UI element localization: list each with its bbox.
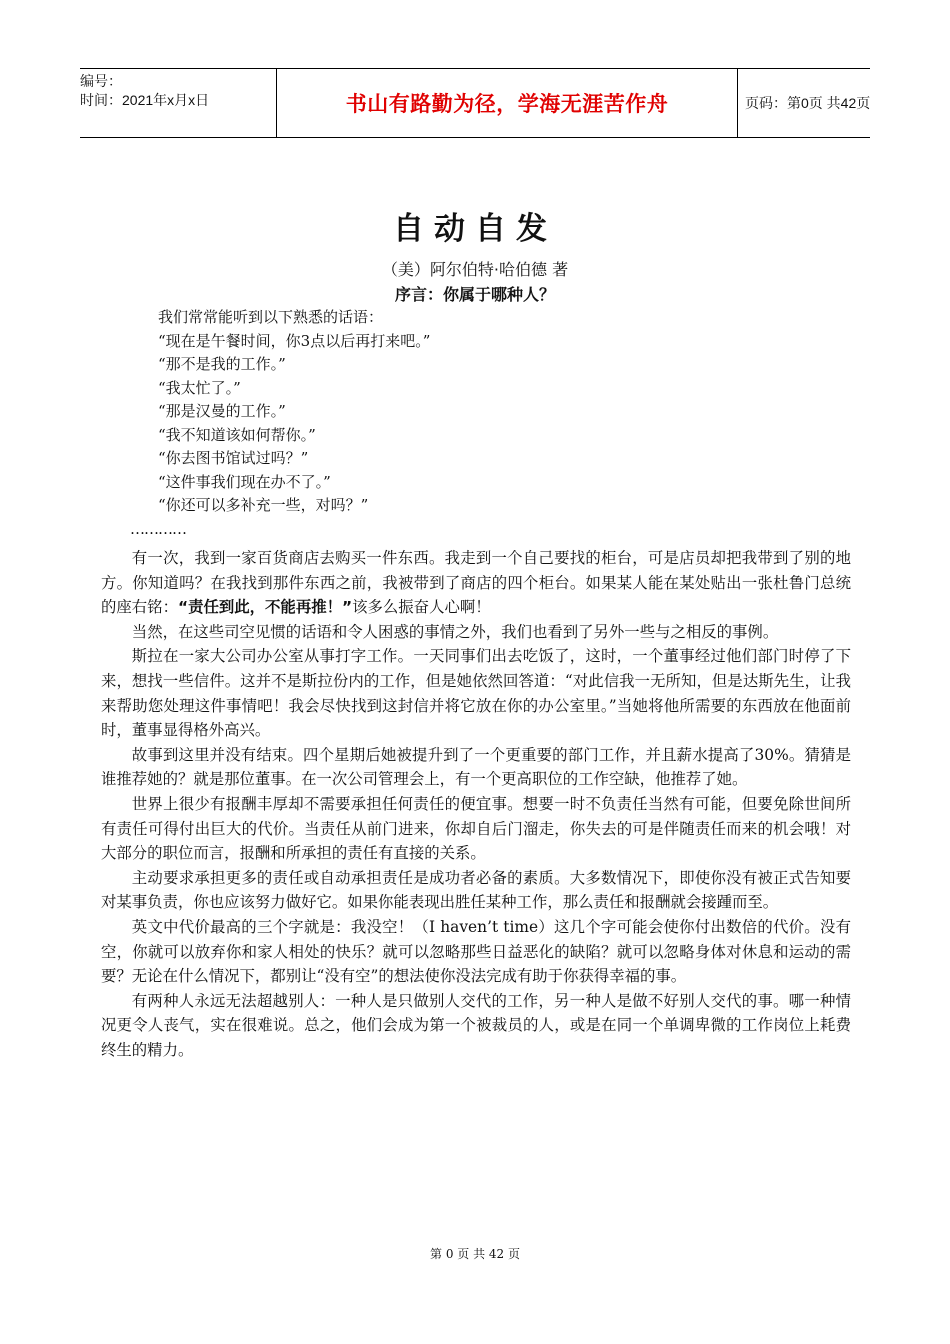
header-page-cell (737, 69, 878, 137)
quote-item: “那不是我的工作。” (158, 355, 286, 373)
paragraph: 世界上很少有报酬丰厚却不需要承担任何责任的便宜事。想要一时不负责任当然有可能，但要免除世间所有责任可得付出巨大的代价。当责任从前门进来，你却自后门溜走，你失去的可是伴随责任而来的机会哦！对大部分的职位而言，报酬和所承担的责任有直接的关系。 (101, 794, 851, 863)
header-motto: 书山有路勤为径，学海无涯苦作舟 (345, 92, 669, 116)
paragraph: 有两种人永远无法超越别人：一种人是只做别人交代的工作，另一种人是做不好别人交代的事。哪一种情况更令人丧气，实在很难说。总之，他们会成为第一个被裁员的人，或是在同一个单调卑微的工作岗位上耗费终生的精力。 (101, 991, 851, 1059)
header-motto-cell (276, 69, 738, 137)
quote-item: “现在是午餐时间，你3点以后再打来吧。” (158, 331, 431, 350)
quote-list (130, 306, 830, 541)
body-text (101, 546, 851, 1062)
paragraph-text: 该多么振奋人心啊！ (352, 598, 491, 617)
paragraph-text: 有一次，我到一家百货商店去购买一件东西。我走到一个自己要找的柜台，可是店员却把我带到了别的地方。你知道吗？在我找到那件东西之前，我被带到了商店的四个柜台。如果某人能在某处贴出一张杜鲁门总统的座右铭： (101, 549, 851, 617)
quote-item: “我太忙了。” (158, 378, 241, 397)
section-heading: 序言：你属于哪种人？ (394, 285, 555, 304)
paragraph: 英文中代价最高的三个字就是：我没空！（I haven’t time）这几个字可能会使你付出数倍的代价。没有空，你就可以放弃你和家人相处的快乐？就可以忽略那些日益恶化的缺陷？就可以忽略身体对休息和运动的需要？无论在什么情况下，都别让“没有空”的想法使你没法完成有助于你获得幸福的事。 (101, 917, 851, 986)
page-footer: 第 0 页 共 42 页 (430, 1247, 520, 1261)
ellipsis: ………… (130, 519, 186, 538)
quote-item: “这件事我们现在办不了。” (158, 472, 331, 491)
quote-item: “我不知道该如何帮你。” (158, 425, 316, 444)
document-date: 时间：2021年x月x日 (80, 92, 210, 108)
paragraph (101, 546, 851, 620)
document-author: （美）阿尔伯特·哈伯德 著 (381, 260, 569, 279)
paragraph: 当然，在这些司空见惯的话语和令人困惑的事情之外，我们也看到了另外一些与之相反的事例。 (131, 622, 779, 641)
document-title: 自动自发 (393, 211, 557, 247)
paragraph: 斯拉在一家大公司办公室从事打字工作。一天同事们出去吃饭了，这时，一个董事经过他们部门时停了下来，想找一些信件。这并不是斯拉份内的工作，但是她依然回答道：“对此信我一无所知，但是达斯先生，让我来帮助您处理这件事情吧！我会尽快找到这封信并将它放在你的办公室里。”当她将他所需要的东西放在他面前时，董事显得格外高兴。 (101, 647, 851, 740)
quote-item: “你去图书馆试过吗？” (158, 449, 309, 467)
quote-item: “那是汉曼的工作。” (158, 402, 286, 420)
paragraph: 主动要求承担更多的责任或自动承担责任是成功者必备的素质。大多数情况下，即使你没有被正式告知要对某事负责，你也应该努力做好它。如果你能表现出胜任某种工作，那么责任和报酬就会接踵而至。 (101, 868, 851, 912)
header-page-info: 页码：第0页 共42页 (745, 95, 871, 111)
document-number-label: 编号： (80, 73, 122, 89)
page-header (80, 68, 870, 138)
quote-intro: 我们常常能听到以下熟悉的话语： (158, 308, 384, 326)
paragraph: 故事到这里并没有结束。四个星期后她被提升到了一个更重要的部门工作，并且薪水提高了30%。猜猜是谁推荐她的？就是那位董事。在一次公司管理会上，有一个更高职位的工作空缺，他推荐了她。 (101, 745, 851, 789)
header-meta (80, 69, 276, 140)
quote-item: “你还可以多补充一些，对吗？” (158, 496, 369, 514)
truman-motto: “责任到此，不能再推！” (177, 598, 353, 617)
